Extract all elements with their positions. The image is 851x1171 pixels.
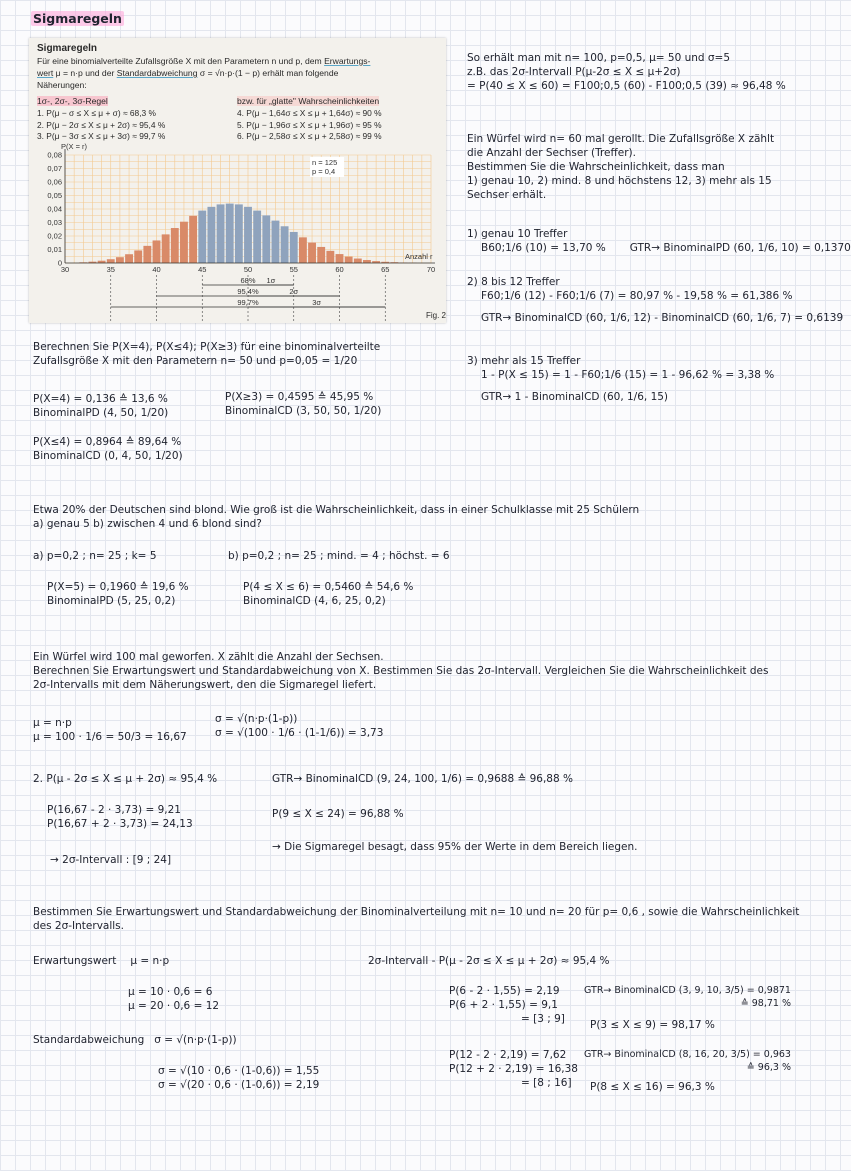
dice-mu: μ = n·p μ = 100 · 1/6 = 50/3 = 16,67 [33, 717, 187, 743]
bar-37 [125, 254, 133, 263]
bar-57 [308, 242, 316, 263]
interval-head: 2σ-Intervall - P(μ - 2σ ≤ X ≤ μ + 2σ) ≈ 95,4 % [368, 955, 610, 967]
solution-2-1: 1) genau 10 Treffer B60;1/6 (10) = 13,70 % GTR→ BinominalPD (60, 1/6, 10) = 0,1370 [467, 228, 851, 254]
solution-1c: P(X≤4) = 0,8964 ≙ 89,64 % BinominalCD (0, 4, 50, 1/20) [33, 436, 183, 462]
bar-44 [189, 216, 197, 263]
rules-right-title: bzw. für „glatte" Wahrscheinlichkeiten [237, 96, 380, 106]
dice-gtr: GTR→ BinominalCD (9, 24, 100, 1/6) = 0,9688 ≙ 96,88 % [272, 773, 573, 785]
bar-63 [363, 260, 371, 263]
x-tick-label: 70 [426, 265, 436, 274]
y-tick-label: 0,04 [47, 204, 62, 214]
solution-1b: P(X≥3) = 0,4595 ≙ 45,95 % BinominalCD (3, 50, 50, 1/20) [225, 391, 382, 417]
interval-prob-1: P(3 ≤ X ≤ 9) = 98,17 % [590, 1019, 715, 1031]
x-tick-label: 35 [106, 265, 115, 274]
book-heading: Sigmaregeln [37, 43, 98, 54]
bar-58 [317, 247, 325, 263]
bracket-label: 1σ [266, 276, 276, 285]
bar-60 [336, 254, 344, 263]
bar-35 [107, 259, 115, 263]
x-tick-label: 30 [60, 265, 70, 274]
task-blond: Etwa 20% der Deutschen sind blond. Wie groß ist die Wahrscheinlichkeit, dass in einer Schulklasse mit 25 Schülern a) genau 5 b) zwischen 4 und 6 blond sind? [33, 504, 640, 530]
x-axis-label: Anzahl r [405, 252, 433, 261]
bar-56 [299, 237, 307, 263]
x-tick-label: 40 [152, 265, 161, 274]
x-tick-label: 50 [243, 265, 253, 274]
blond-b-solution: P(4 ≤ X ≤ 6) = 0,5460 ≙ 54,6 % BinominalCD (4, 6, 25, 0,2) [243, 581, 414, 607]
interval-prob-2: P(8 ≤ X ≤ 16) = 96,3 % [590, 1081, 715, 1093]
bar-38 [134, 250, 142, 263]
interval-gtr-2: GTR→ BinominalCD (8, 16, 20, 3/5) = 0,963 ≙ 96,3 % [584, 1049, 791, 1073]
interval-calc-2: P(12 - 2 · 2,19) = 7,62 P(12 + 2 · 2,19) = 16,38 = [8 ; 16] [449, 1049, 578, 1089]
rules-right: 4. P(μ − 1,64σ ≤ X ≤ μ + 1,64σ) ≈ 90 % 5. P(μ − 1,96σ ≤ X ≤ μ + 1,96σ) ≈ 95 % 6. P(μ − 2,58σ ≤ X ≤ μ + 2,58σ) ≈ 99 % [237, 108, 382, 141]
bar-53 [272, 221, 280, 263]
bracket-label: 2σ [289, 287, 299, 296]
y-tick-label: 0 [57, 258, 62, 268]
rules-left: 1. P(μ − σ ≤ X ≤ μ + σ) ≈ 68,3 % 2. P(μ − 2σ ≤ X ≤ μ + 2σ) ≈ 95,4 % 3. P(μ − 3σ ≤ X ≤ μ + 3σ) ≈ 99,7 % [37, 108, 166, 141]
blond-a-head: a) p=0,2 ; n= 25 ; k= 5 [33, 550, 157, 562]
y-tick-label: 0,02 [47, 231, 62, 241]
bar-61 [345, 257, 353, 263]
sigma-example: So erhält man mit n= 100, p=0,5, μ= 50 und σ=5 z.B. das 2σ-Intervall P(μ-2σ ≤ X ≤ μ+2σ) = P(40 ≤ X ≤ 60) = F100;0,5 (60) - F100;0,5 (39) ≈ 96,48 % [467, 52, 786, 92]
interval-calc-1: P(6 - 2 · 1,55) = 2,19 P(6 + 2 · 1,55) = 9,1 = [3 ; 9] [449, 985, 565, 1025]
bracket-label: 99,7% [237, 298, 259, 307]
book-intro-line-1: Für eine binomialverteilte Zufallsgröße X mit den Parametern n und p, dem Erwartungs- [37, 56, 371, 66]
ew-line: Erwartungswert μ = n·p [33, 955, 170, 967]
figure-label: Fig. 2 [426, 311, 447, 320]
bar-59 [326, 251, 334, 263]
bar-43 [180, 222, 188, 263]
bar-47 [217, 204, 225, 263]
task-1: Berechnen Sie P(X=4), P(X≤4); P(X≥3) für eine binominalverteilte Zufallsgröße X mit den Parametern n= 50 und p=0,05 = 1/20 [33, 341, 381, 367]
bracket-label: 95,4% [237, 287, 259, 296]
book-intro-line-2: wert μ = n·p und der Standardabweichung σ = √n·p·(1 − p) erhält man folgende [37, 68, 339, 78]
bracket-label: 68% [240, 276, 256, 285]
solution-2-2: 2) 8 bis 12 Treffer F60;1/6 (12) - F60;1/6 (7) = 80,97 % - 19,58 % = 61,386 % GTR→ BinominalCD (60, 1/6, 12) - BinominalCD (60, 1/6, 7) = 0,6139 [467, 276, 844, 324]
bar-50 [244, 207, 252, 263]
ew-values: μ = 10 · 0,6 = 6 μ = 20 · 0,6 = 12 [128, 986, 220, 1012]
binomial-chart [29, 143, 446, 323]
bar-42 [171, 228, 179, 263]
bar-41 [162, 234, 170, 263]
y-tick-label: 0,03 [47, 218, 62, 227]
bar-54 [281, 226, 289, 263]
y-axis-label: P(X = r) [61, 142, 88, 151]
y-tick-label: 0,06 [47, 177, 62, 187]
bar-55 [290, 232, 298, 263]
x-tick-label: 60 [335, 265, 344, 274]
y-tick-label: 0,08 [47, 150, 62, 160]
bar-52 [262, 215, 270, 263]
rules-left-title: 1σ-, 2σ-, 3σ-Regel [37, 96, 108, 106]
dice-calc: P(16,67 - 2 · 3,73) = 9,21 P(16,67 + 2 · 3,73) = 24,13 [47, 804, 193, 830]
dice-note: → Die Sigmaregel besagt, dass 95% der Werte in dem Bereich liegen. [272, 841, 638, 853]
task-dice-100: Ein Würfel wird 100 mal geworfen. X zählt die Anzahl der Sechsen. Berechnen Sie Erwartungswert und Standardabweichung von X. Bestimmen Sie das 2σ-Intervall. Vergleichen Sie die Wahrscheinlichkeit des 2σ-Intervalls mit dem Näherungswert, den die Sigmaregel liefert. [33, 651, 769, 691]
dice-sigma: σ = √(n·p·(1-p)) σ = √(100 · 1/6 · (1-1/6)) = 3,73 [215, 713, 384, 739]
bar-36 [116, 257, 124, 263]
x-tick-label: 45 [198, 265, 207, 274]
solution-2-3: 3) mehr als 15 Treffer 1 - P(X ≤ 15) = 1 - F60;1/6 (15) = 1 - 96,62 % = 3,38 % GTR→ 1 - BinominalCD (60, 1/6, 15) [467, 355, 775, 403]
chart-annotation: n = 125 [312, 158, 338, 168]
dice-prob: P(9 ≤ X ≤ 24) = 96,88 % [272, 808, 404, 820]
bar-49 [235, 204, 243, 263]
bar-51 [253, 211, 261, 263]
dice-interval: → 2σ-Intervall : [9 ; 24] [50, 854, 172, 866]
bar-45 [198, 211, 206, 263]
y-tick-label: 0,01 [47, 245, 62, 254]
x-tick-label: 65 [381, 265, 390, 274]
bar-48 [226, 204, 234, 263]
blond-b-head: b) p=0,2 ; n= 25 ; mind. = 4 ; höchst. = 6 [228, 550, 450, 562]
interval-gtr-1: GTR→ BinominalCD (3, 9, 10, 3/5) = 0,9871 ≙ 98,71 % [584, 985, 791, 1009]
dice-rule: 2. P(μ - 2σ ≤ X ≤ μ + 2σ) ≈ 95,4 % [33, 773, 218, 785]
y-tick-label: 0,05 [47, 191, 62, 200]
bracket-label: 3σ [312, 298, 322, 307]
task-2: Ein Würfel wird n= 60 mal gerollt. Die Zufallsgröße X zählt die Anzahl der Sechser (Treffer). Bestimmen Sie die Wahrscheinlichkeit, dass man 1) genau 10, 2) mind. 8 und höchstens 12, 3) mehr als 15 Sechser erhält. [467, 133, 775, 201]
page-title: Sigmaregeln [33, 11, 122, 26]
bar-46 [207, 207, 215, 263]
bar-62 [354, 259, 362, 263]
blond-a-solution: P(X=5) = 0,1960 ≙ 19,6 % BinominalPD (5, 25, 0,2) [47, 581, 189, 607]
task-binomial: Bestimmen Sie Erwartungswert und Standardabweichung der Binominalverteilung mit n= 10 und n= 20 für p= 0,6 , sowie die Wahrscheinlichkeit des 2σ-Intervalls. [33, 906, 800, 932]
sd-line: Standardabweichung σ = √(n·p·(1-p)) [33, 1034, 237, 1046]
chart-annotation: p = 0,4 [312, 167, 336, 177]
y-tick-label: 0,07 [47, 164, 62, 173]
solution-1a: P(X=4) = 0,136 ≙ 13,6 % BinominalPD (4, 50, 1/20) [33, 393, 169, 419]
bar-39 [143, 246, 151, 263]
book-intro-line-3: Näherungen: [37, 80, 87, 90]
textbook-excerpt [29, 38, 446, 323]
x-tick-label: 55 [289, 265, 298, 274]
sd-values: σ = √(10 · 0,6 · (1-0,6)) = 1,55 σ = √(20 · 0,6 · (1-0,6)) = 2,19 [158, 1065, 320, 1091]
bar-40 [153, 240, 161, 263]
